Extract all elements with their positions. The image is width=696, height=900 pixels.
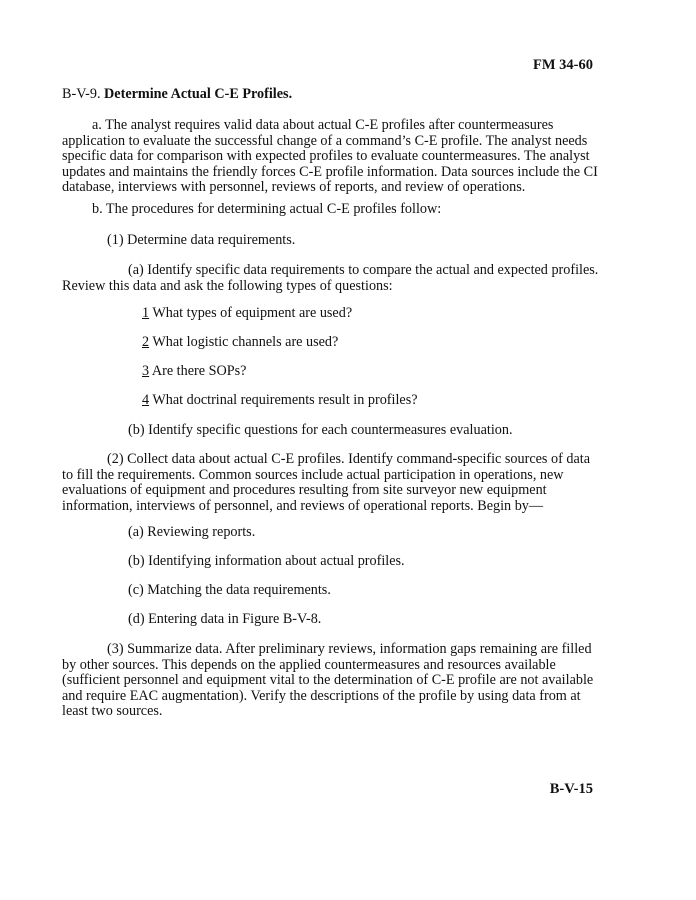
question-3-number: 3 — [142, 363, 150, 379]
question-4-number: 4 — [142, 392, 150, 408]
question-2-number: 2 — [142, 334, 150, 350]
question-1-text: What types of equipment are used? — [149, 305, 353, 321]
document-code: FM 34-60 — [533, 57, 593, 73]
step-1b: (b) Identify specific questions for each countermeasures evaluation. — [128, 422, 513, 438]
page-number: B-V-15 — [549, 781, 593, 797]
paragraph-a: a. The analyst requires valid data about actual C-E profiles after countermeasures application to evaluate the successful change of a command’s C-E profile. The analyst needs specific data for comparison with expected profiles to evaluate countermeasures. The analyst updates and maintains the friendly forces C-E profile information. Data sources include the CI database, interviews with personnel, reviews of reports, and review of operations. — [62, 117, 598, 195]
step-1: (1) Determine data requirements. — [107, 232, 296, 248]
step-3: (3) Summarize data. After preliminary reviews, information gaps remaining are filled by other sources. This depends on the applied countermeasures and resources available (sufficient personnel and equipment vital to the determination of C-E profile are not available and require EAC augmentation). Verify the descriptions of the profile by using data from at least two sources. — [62, 641, 594, 719]
step-2b: (b) Identifying information about actual profiles. — [128, 553, 405, 569]
question-1-number: 1 — [142, 305, 150, 321]
question-3-text: Are there SOPs? — [149, 363, 247, 379]
question-4-text: What doctrinal requirements result in profiles? — [149, 392, 418, 408]
question-3 — [142, 364, 602, 380]
question-1 — [142, 306, 602, 322]
paragraph-b: b. The procedures for determining actual C-E profiles follow: — [92, 201, 442, 217]
step-2: (2) Collect data about actual C-E profiles. Identify command-specific sources of data to fill the requirements. Common sources include actual participation in operations, new evaluations of equipment and procedures resulting from site surveyor new equipment information, interviews of personnel, and reviews of operational reports. Begin by— — [62, 451, 590, 514]
question-2-text: What logistic channels are used? — [149, 334, 339, 350]
step-2d: (d) Entering data in Figure B-V-8. — [128, 611, 322, 627]
question-4 — [142, 393, 602, 409]
question-2 — [142, 335, 602, 351]
step-2a: (a) Reviewing reports. — [128, 524, 256, 540]
section-heading — [62, 87, 602, 103]
step-2c: (c) Matching the data requirements. — [128, 582, 331, 598]
section-number: B-V-9. — [62, 86, 101, 102]
section-title: Determine Actual C-E Profiles. — [104, 86, 293, 102]
step-1a: (a) Identify specific data requirements to compare the actual and expected profiles. Review this data and ask the following types of questions: — [62, 262, 599, 294]
